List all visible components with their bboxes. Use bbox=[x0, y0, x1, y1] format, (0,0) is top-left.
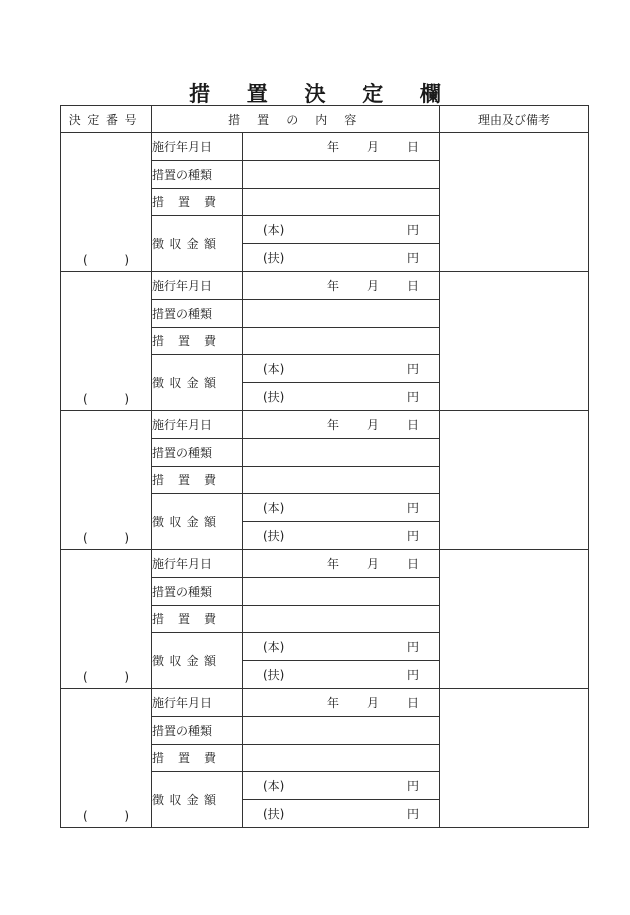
decision-number-cell[interactable] bbox=[61, 133, 152, 272]
decision-block-row bbox=[61, 549, 589, 577]
collection-amount-label: 徴 収 金 額 bbox=[152, 216, 243, 272]
measure-cost-label: 措 置 費 bbox=[152, 188, 243, 216]
main-mark: (本) bbox=[263, 362, 285, 377]
support-mark: (扶) bbox=[263, 529, 285, 544]
decision-block-row bbox=[61, 133, 589, 161]
yen-unit: 円 bbox=[407, 529, 420, 544]
yen-unit: 円 bbox=[407, 668, 420, 683]
support-mark: (扶) bbox=[263, 390, 285, 405]
yen-unit: 円 bbox=[407, 501, 420, 516]
header-remarks: 理由及び備考 bbox=[440, 106, 589, 133]
measure-type-label: 措置の種類 bbox=[152, 577, 243, 605]
header-decision-number: 決定番号 bbox=[61, 106, 152, 133]
measure-type-label: 措置の種類 bbox=[152, 438, 243, 466]
yen-unit: 円 bbox=[407, 223, 420, 238]
decision-block-row bbox=[61, 410, 589, 438]
collection-amount-support-field[interactable] bbox=[243, 661, 440, 689]
measure-type-label: 措置の種類 bbox=[152, 716, 243, 744]
measure-cost-field[interactable] bbox=[243, 327, 440, 355]
remarks-cell[interactable] bbox=[440, 688, 589, 827]
decision-number-cell[interactable] bbox=[61, 410, 152, 549]
month-unit: 月 bbox=[366, 695, 379, 710]
month-unit: 月 bbox=[366, 278, 379, 293]
main-mark: (本) bbox=[263, 640, 285, 655]
collection-amount-support-field[interactable] bbox=[243, 383, 440, 411]
enforcement-date-field[interactable] bbox=[243, 688, 440, 716]
enforcement-date-field[interactable] bbox=[243, 410, 440, 438]
decision-number-cell[interactable] bbox=[61, 549, 152, 688]
measure-type-field[interactable] bbox=[243, 160, 440, 188]
month-unit: 月 bbox=[366, 556, 379, 571]
year-unit: 年 bbox=[326, 556, 339, 571]
decision-block-row bbox=[61, 271, 589, 299]
measure-type-label: 措置の種類 bbox=[152, 160, 243, 188]
remarks-cell[interactable] bbox=[440, 133, 589, 272]
decision-number-parentheses: ( ) bbox=[83, 530, 129, 545]
measure-cost-label: 措 置 費 bbox=[152, 466, 243, 494]
yen-unit: 円 bbox=[407, 779, 420, 794]
decision-block-row bbox=[61, 688, 589, 716]
year-unit: 年 bbox=[326, 695, 339, 710]
decision-number-parentheses: ( ) bbox=[83, 252, 129, 267]
main-mark: (本) bbox=[263, 223, 285, 238]
day-unit: 日 bbox=[407, 695, 420, 710]
measure-cost-label: 措 置 費 bbox=[152, 744, 243, 772]
header-row bbox=[61, 106, 589, 133]
year-unit: 年 bbox=[326, 139, 339, 154]
month-unit: 月 bbox=[366, 139, 379, 154]
collection-amount-label: 徴 収 金 額 bbox=[152, 494, 243, 550]
measure-cost-label: 措 置 費 bbox=[152, 605, 243, 633]
header-content: 措 置 の 内 容 bbox=[152, 106, 440, 133]
enforcement-date-field[interactable] bbox=[243, 549, 440, 577]
decision-number-parentheses: ( ) bbox=[83, 391, 129, 406]
support-mark: (扶) bbox=[263, 668, 285, 683]
decision-number-parentheses: ( ) bbox=[83, 808, 129, 823]
yen-unit: 円 bbox=[407, 640, 420, 655]
enforcement-date-field[interactable] bbox=[243, 133, 440, 161]
measure-type-label: 措置の種類 bbox=[152, 299, 243, 327]
support-mark: (扶) bbox=[263, 807, 285, 822]
form-title: 措 置 決 定 欄 bbox=[189, 81, 456, 106]
day-unit: 日 bbox=[407, 417, 420, 432]
collection-amount-main-field[interactable] bbox=[243, 494, 440, 522]
yen-unit: 円 bbox=[407, 807, 420, 822]
enforcement-date-label: 施行年月日 bbox=[152, 133, 243, 161]
collection-amount-main-field[interactable] bbox=[243, 633, 440, 661]
month-unit: 月 bbox=[366, 417, 379, 432]
measure-cost-field[interactable] bbox=[243, 605, 440, 633]
enforcement-date-label: 施行年月日 bbox=[152, 688, 243, 716]
remarks-cell[interactable] bbox=[440, 271, 589, 410]
enforcement-date-label: 施行年月日 bbox=[152, 549, 243, 577]
enforcement-date-label: 施行年月日 bbox=[152, 271, 243, 299]
collection-amount-support-field[interactable] bbox=[243, 522, 440, 550]
measure-cost-field[interactable] bbox=[243, 188, 440, 216]
yen-unit: 円 bbox=[407, 251, 420, 266]
day-unit: 日 bbox=[407, 139, 420, 154]
measure-type-field[interactable] bbox=[243, 577, 440, 605]
collection-amount-main-field[interactable] bbox=[243, 772, 440, 800]
main-mark: (本) bbox=[263, 779, 285, 794]
enforcement-date-field[interactable] bbox=[243, 271, 440, 299]
year-unit: 年 bbox=[326, 278, 339, 293]
measure-type-field[interactable] bbox=[243, 716, 440, 744]
yen-unit: 円 bbox=[407, 390, 420, 405]
main-mark: (本) bbox=[263, 501, 285, 516]
enforcement-date-label: 施行年月日 bbox=[152, 410, 243, 438]
measure-cost-field[interactable] bbox=[243, 744, 440, 772]
measure-type-field[interactable] bbox=[243, 438, 440, 466]
day-unit: 日 bbox=[407, 278, 420, 293]
support-mark: (扶) bbox=[263, 251, 285, 266]
collection-amount-label: 徴 収 金 額 bbox=[152, 633, 243, 689]
remarks-cell[interactable] bbox=[440, 549, 589, 688]
collection-amount-support-field[interactable] bbox=[243, 244, 440, 272]
collection-amount-main-field[interactable] bbox=[243, 216, 440, 244]
collection-amount-main-field[interactable] bbox=[243, 355, 440, 383]
collection-amount-label: 徴 収 金 額 bbox=[152, 355, 243, 411]
collection-amount-label: 徴 収 金 額 bbox=[152, 772, 243, 828]
collection-amount-support-field[interactable] bbox=[243, 800, 440, 828]
yen-unit: 円 bbox=[407, 362, 420, 377]
remarks-cell[interactable] bbox=[440, 410, 589, 549]
measure-decision-table bbox=[60, 105, 589, 828]
day-unit: 日 bbox=[407, 556, 420, 571]
measure-cost-field[interactable] bbox=[243, 466, 440, 494]
year-unit: 年 bbox=[326, 417, 339, 432]
decision-number-cell[interactable] bbox=[61, 271, 152, 410]
measure-cost-label: 措 置 費 bbox=[152, 327, 243, 355]
decision-number-parentheses: ( ) bbox=[83, 669, 129, 684]
measure-type-field[interactable] bbox=[243, 299, 440, 327]
decision-number-cell[interactable] bbox=[61, 688, 152, 827]
